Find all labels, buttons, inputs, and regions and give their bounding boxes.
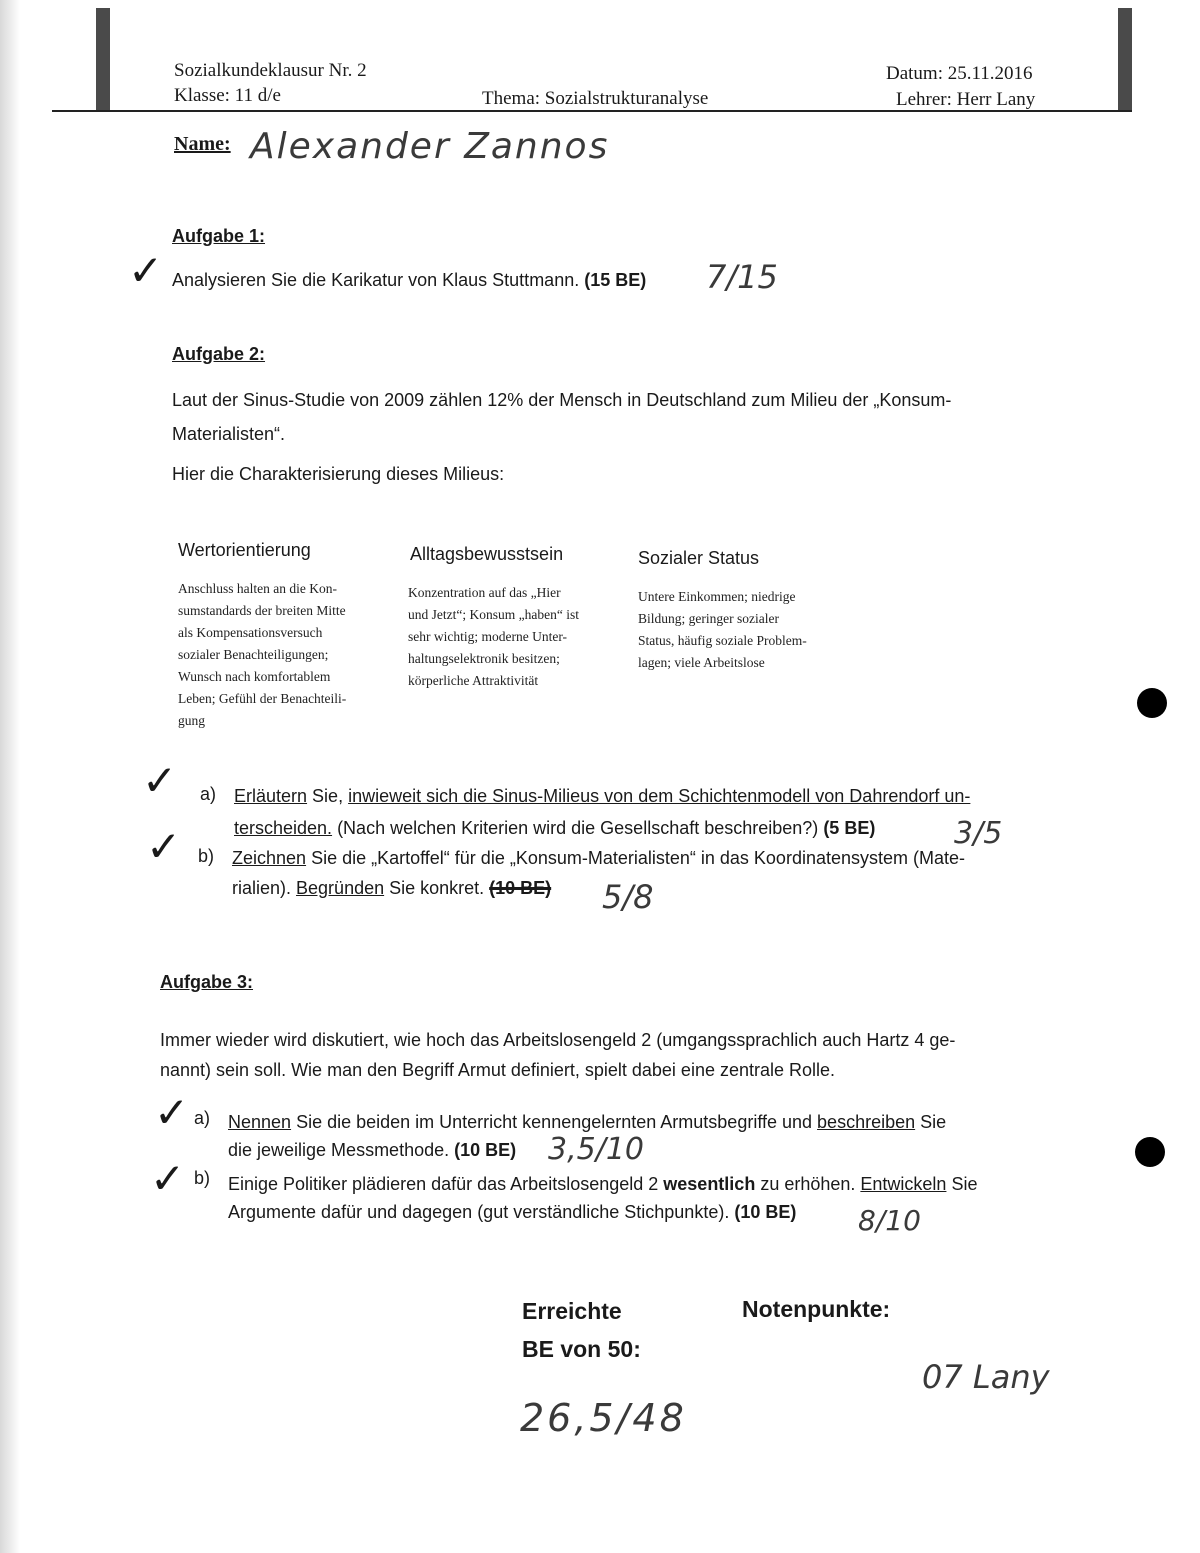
column-head-sozialer-status: Sozialer Status (638, 548, 760, 568)
header-rule (52, 110, 1132, 112)
task3a-rest1: Sie die beiden im Unterricht kennengelernten Armutsbegriffe und (291, 1112, 818, 1132)
task2b-score: 5/8 (602, 878, 654, 916)
task2b-label: b) (198, 846, 215, 866)
exam-date: Datum: 25.11.2016 (886, 63, 1033, 84)
hole-punch (1137, 688, 1167, 718)
column-head-alltagsbewusstsein: Alltagsbewusstsein (410, 544, 564, 564)
column-line: Untere Einkommen; niedrige (638, 589, 796, 604)
task2a-underlined1: inwieweit sich die Sinus-Milieus von dem Schichtenmodell von Dahrendorf un- (348, 786, 971, 806)
task2-intro-line3: Hier die Charakterisierung dieses Milieus: (172, 464, 505, 484)
checkmark-icon: ✓ (146, 822, 182, 871)
checkmark-icon: ✓ (154, 1088, 190, 1137)
column-line: Status, häufig soziale Problem- (638, 633, 807, 648)
grade-value: 07 Lany (922, 1358, 1050, 1396)
task2b-line2 (232, 872, 551, 904)
column-line: Anschluss halten an die Kon- (178, 581, 337, 596)
task3a-line2 (228, 1134, 516, 1166)
column-line: gung (178, 713, 205, 728)
task3b-bold-word: wesentlich (663, 1174, 756, 1194)
task3b-verb: Entwickeln (860, 1174, 947, 1194)
column-line: körperliche Attraktivität (408, 673, 539, 688)
task2a-verb: Erläutern (234, 786, 308, 806)
column-line: Wunsch nach komfortablem (178, 669, 331, 684)
task2a-points: (5 BE) (823, 818, 876, 838)
task2a-rest1: Sie, (307, 786, 349, 806)
task2b-line2-start: rialien). (232, 878, 297, 898)
task2b-line1 (232, 842, 965, 874)
task2b-points: (10 BE) (489, 878, 552, 898)
task3b-line1-start: Einige Politiker plädieren dafür das Arbeitslosengeld 2 (228, 1174, 664, 1194)
teacher: Lehrer: Herr Lany (896, 89, 1036, 110)
student-name-handwritten: Alexander Zannos (250, 126, 610, 167)
scan-edge-left (0, 0, 20, 1553)
achieved-points-label (522, 1292, 641, 1368)
task3-intro-line1: Immer wieder wird diskutiert, wie hoch das Arbeitslosengeld 2 (umgangssprachlich auch Hartz 4 ge- (160, 1030, 956, 1050)
task2b-rest2: Sie konkret. (384, 878, 490, 898)
task3-heading: Aufgabe 3: (160, 972, 254, 992)
task3b-line2 (228, 1196, 796, 1228)
grade-label: Notenpunkte: (742, 1296, 891, 1322)
task3a-verb: Nennen (228, 1112, 292, 1132)
scan-bar-left (96, 8, 110, 110)
achieved-points-value: 26,5/48 (520, 1396, 687, 1440)
column-line: und Jetzt“; Konsum „haben“ ist (408, 607, 579, 622)
task3b-line1-mid: zu erhöhen. (755, 1174, 861, 1194)
task2a-line2 (234, 812, 875, 844)
task1-score: 7/15 (706, 258, 778, 296)
task2a-line1 (234, 780, 970, 812)
column-body-alltagsbewusstsein (408, 582, 628, 692)
task3b-line2-text: Argumente dafür und dagegen (gut verständliche Stichpunkte). (228, 1202, 735, 1222)
column-line: sehr wichtig; moderne Unter- (408, 629, 568, 644)
task2b-verb2: Begründen (296, 878, 385, 898)
task3-intro-line2: nannt) sein soll. Wie man den Begriff Armut definiert, spielt dabei eine zentrale Rolle. (160, 1060, 836, 1080)
column-line: als Kompensationsversuch (178, 625, 323, 640)
task3b-label: b) (194, 1168, 211, 1188)
task2-intro-line2: Materialisten“. (172, 424, 286, 444)
task2a-label: a) (200, 784, 217, 804)
task3b-points: (10 BE) (734, 1202, 797, 1222)
checkmark-icon: ✓ (128, 246, 164, 295)
column-line: haltungselektronik besitzen; (408, 651, 560, 666)
task1-text (172, 264, 646, 296)
task3b-line1-end: Sie (946, 1174, 978, 1194)
column-line: Konzentration auf das „Hier (408, 585, 561, 600)
column-body-wertorientierung (178, 578, 398, 732)
column-line: Bildung; geringer sozialer (638, 611, 779, 626)
task2a-score: 3/5 (954, 816, 1003, 851)
column-line: sozialer Benachteiligungen; (178, 647, 329, 662)
column-head-wertorientierung: Wertorientierung (178, 540, 311, 560)
hole-punch (1135, 1137, 1165, 1167)
task3a-label: a) (194, 1108, 211, 1128)
task2-intro-line1: Laut der Sinus-Studie von 2009 zählen 12% der Mensch in Deutschland zum Milieu der „Konsum- (172, 390, 952, 410)
task3a-verb2: beschreiben (817, 1112, 916, 1132)
achieved-line2: BE von 50: (522, 1336, 641, 1362)
task1-points: (15 BE) (584, 270, 647, 290)
column-line: Leben; Gefühl der Benachteili- (178, 691, 347, 706)
task1-instruction: Analysieren Sie die Karikatur von Klaus Stuttmann. (172, 270, 580, 290)
task2a-rest2: (Nach welchen Kriterien wird die Gesellschaft beschreiben?) (332, 818, 819, 838)
task2a-underlined2: terscheiden. (234, 818, 333, 838)
task2-heading: Aufgabe 2: (172, 344, 266, 364)
checkmark-icon: ✓ (150, 1154, 186, 1203)
task3a-line2-text: die jeweilige Messmethode. (228, 1140, 455, 1160)
topic: Thema: Sozialstrukturanalyse (482, 88, 709, 109)
class-line: Klasse: 11 d/e (174, 85, 281, 106)
task3a-points: (10 BE) (454, 1140, 517, 1160)
task2b-verb: Zeichnen (232, 848, 307, 868)
exam-title: Sozialkundeklausur Nr. 2 (174, 60, 367, 81)
column-line: sumstandards der breiten Mitte (178, 603, 346, 618)
column-line: lagen; viele Arbeitslose (638, 655, 765, 670)
task2b-rest1: Sie die „Kartoffel“ für die „Konsum-Materialisten“ in das Koordinatensystem (Mate- (306, 848, 966, 868)
task3a-score: 3,5/10 (548, 1132, 644, 1167)
checkmark-icon: ✓ (142, 756, 178, 805)
task3b-score: 8/10 (858, 1204, 921, 1237)
column-body-sozialer-status (638, 586, 868, 674)
task1-heading: Aufgabe 1: (172, 226, 266, 246)
achieved-line1: Erreichte (522, 1298, 622, 1324)
task3a-rest1b: Sie (915, 1112, 947, 1132)
name-label: Name: (174, 133, 231, 155)
scan-bar-right (1118, 8, 1132, 110)
